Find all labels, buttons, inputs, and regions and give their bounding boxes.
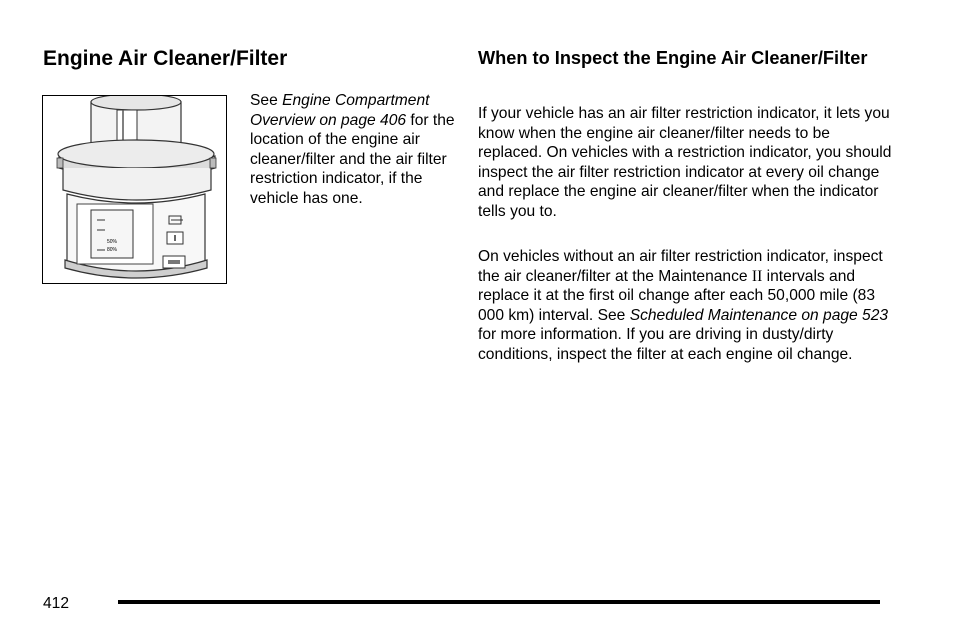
para2-text-c: for more information. If you are driving in dusty/dirty conditions, inspect the filter at each engine oil change. [478,326,853,363]
section-title: Engine Air Cleaner/Filter [43,47,288,70]
see-reference-text [250,91,455,208]
engine-compartment-link[interactable]: Engine Compartment Overview on page 406 [250,92,430,129]
see-suffix: for the location of the engine air cleaner/filter and the air filter restriction indicator, if the vehicle has one. [250,111,455,207]
paragraph-restriction-indicator: If your vehicle has an air filter restriction indicator, it lets you know when the engine air cleaner/filter needs to be replaced. On vehicles with a restriction indicator, you should inspect the air filter restriction indicator at every oil change and replace the engine air cleaner/filter when the indicator tells you to. [478,105,892,220]
subsection-title: When to Inspect the Engine Air Cleaner/Filter [478,48,868,68]
scheduled-maintenance-link[interactable]: Scheduled Maintenance on page 523 [629,306,889,324]
air-cleaner-illustration [42,95,227,284]
para2-text-a: On vehicles without an air filter restriction indicator, inspect the air cleaner/filter at the Maintenance [478,248,883,285]
air-cleaner-drawing [43,96,227,284]
para2-text-b: intervals and replace it at the first oil change after each 50,000 mile (83 000 km) interval. See [478,267,876,324]
page-number: 412 [43,595,70,612]
gauge-label-50: 50% [107,239,118,245]
see-prefix: See [250,92,283,109]
maintenance-roman-numeral: II [751,267,763,285]
paragraph-maintenance-interval [478,247,898,364]
gauge-label-80: 80% [107,247,118,253]
footer-rule [118,600,880,604]
